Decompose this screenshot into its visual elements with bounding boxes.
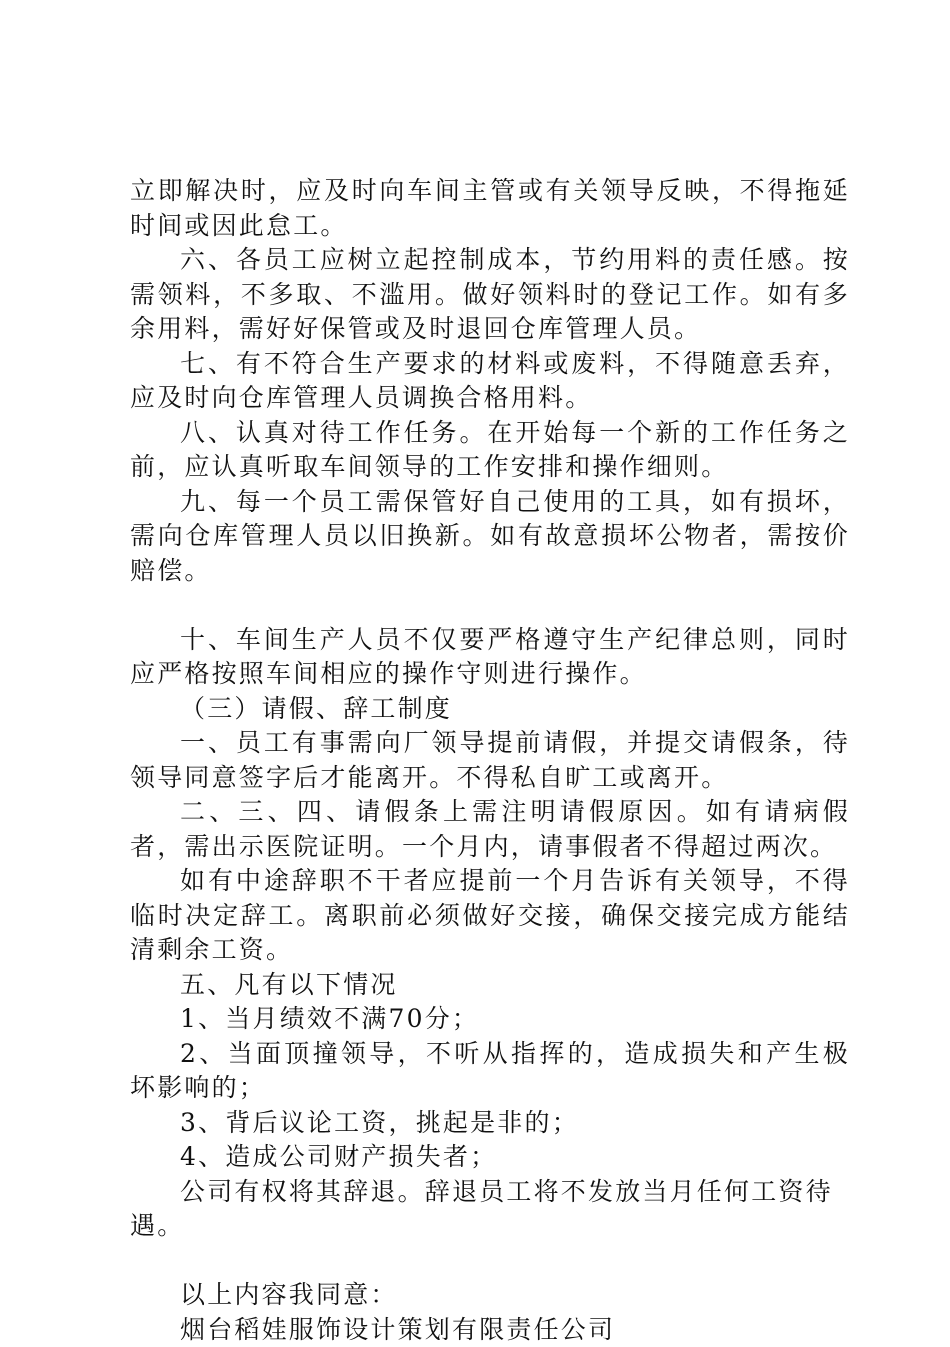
blank-line: [130, 588, 850, 623]
paragraph-item-10: 十、车间生产人员不仅要严格遵守生产纪律总则，同时应严格按照车间相应的操作守则进行操作。: [130, 623, 850, 692]
document-body: [130, 174, 850, 1347]
section-heading-leave: （三）请假、辞工制度: [130, 692, 850, 727]
paragraph-item-9: 九、每一个员工需保管好自己使用的工具，如有损坏，需向仓库管理人员以旧换新。如有故意损坏公物者，需按价赔偿。: [130, 485, 850, 589]
condition-item-3: 3、背后议论工资，挑起是非的；: [130, 1106, 850, 1141]
blank-line: [130, 1244, 850, 1279]
condition-item-2: 2、当面顶撞领导，不听从指挥的，造成损失和产生极坏影响的；: [130, 1037, 850, 1106]
paragraph-leave-2: 二、三、四、请假条上需注明请假原因。如有请病假者，需出示医院证明。一个月内，请事假者不得超过两次。: [130, 795, 850, 864]
paragraph-item-7: 七、有不符合生产要求的材料或废料，不得随意丢弃，应及时向仓库管理人员调换合格用料。: [130, 347, 850, 416]
agreement-line: 以上内容我同意：: [130, 1278, 850, 1313]
paragraph-item-6: 六、各员工应树立起控制成本，节约用料的责任感。按需领料，不多取、不滥用。做好领料时的登记工作。如有多余用料，需好好保管或及时退回仓库管理人员。: [130, 243, 850, 347]
paragraph-item-8: 八、认真对待工作任务。在开始每一个新的工作任务之前，应认真听取车间领导的工作安排和操作细则。: [130, 416, 850, 485]
dismissal-statement: 公司有权将其辞退。辞退员工将不发放当月任何工资待遇。: [130, 1175, 850, 1244]
condition-item-1: 1、当月绩效不满70分；: [130, 1002, 850, 1037]
paragraph-continuation: 立即解决时，应及时向车间主管或有关领导反映，不得拖延时间或因此怠工。: [130, 174, 850, 243]
condition-item-4: 4、造成公司财产损失者；: [130, 1140, 850, 1175]
company-name: 烟台稻娃服饰设计策划有限责任公司: [130, 1313, 850, 1347]
paragraph-resign: 如有中途辞职不干者应提前一个月告诉有关领导，不得临时决定辞工。离职前必须做好交接，确保交接完成方能结清剩余工资。: [130, 864, 850, 968]
paragraph-leave-1: 一、员工有事需向厂领导提前请假，并提交请假条，待领导同意签字后才能离开。不得私自旷工或离开。: [130, 726, 850, 795]
paragraph-conditions-intro: 五、凡有以下情况: [130, 968, 850, 1003]
